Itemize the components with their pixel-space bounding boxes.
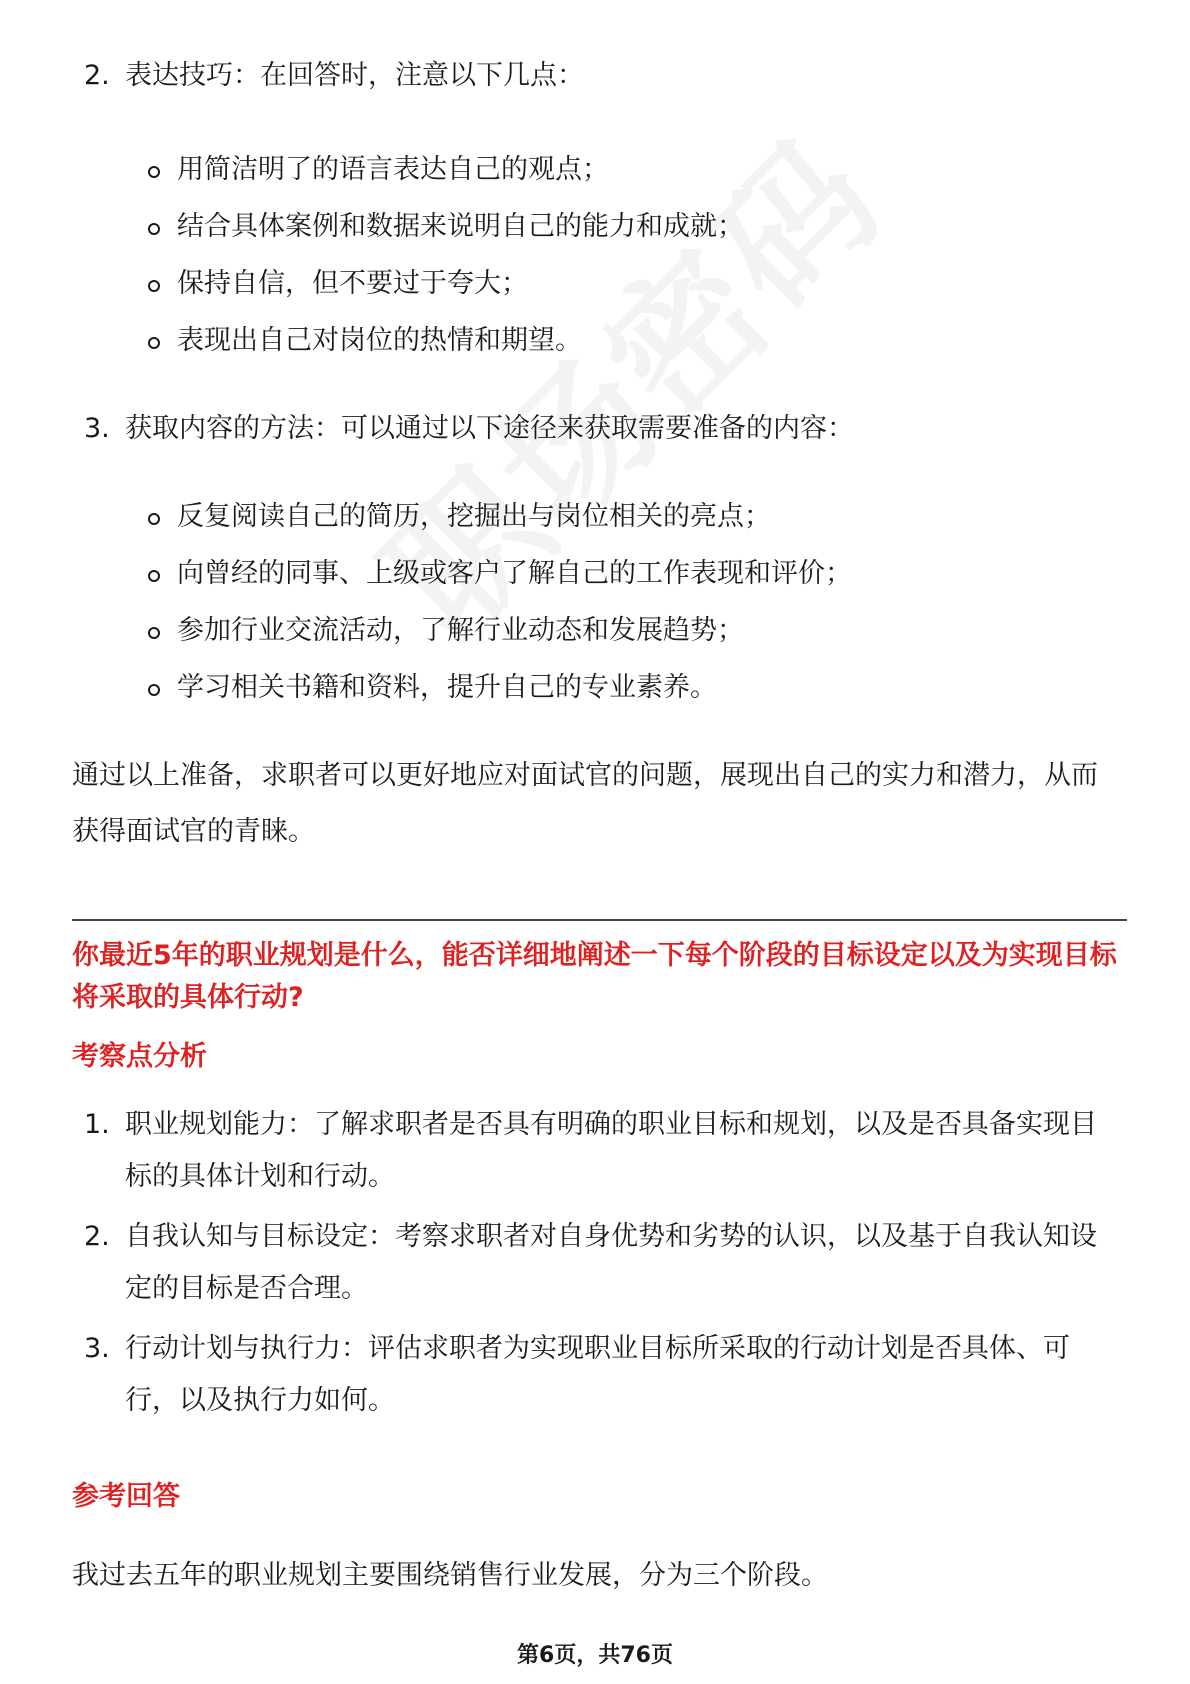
list-number: 1.	[84, 1109, 110, 1140]
bullet-text: 反复阅读自己的简历，挖掘出与岗位相关的亮点；	[177, 501, 771, 532]
analysis-item	[84, 1099, 1115, 1203]
bullet-item	[148, 611, 744, 651]
list-item-expression-skills	[84, 50, 1115, 102]
bullet-text: 用简洁明了的语言表达自己的观点；	[177, 154, 609, 185]
bullet-text: 参加行业交流活动，了解行业动态和发展趋势；	[177, 615, 744, 646]
bullet-item	[148, 321, 582, 361]
interview-question: 你最近5年的职业规划是什么，能否详细地阐述一下每个阶段的目标设定以及为实现目标将采取的具体行动?	[72, 940, 1117, 1013]
bullet-text: 保持自信，但不要过于夸大；	[177, 268, 528, 299]
list-item-title: 表达技巧：在回答时，注意以下几点：	[125, 60, 584, 91]
bullet-item	[148, 150, 609, 190]
bullet-text: 向曾经的同事、上级或客户了解自己的工作表现和评价；	[177, 558, 852, 589]
analysis-item-text: 自我认知与目标设定：考察求职者对自身优势和劣势的认识，以及基于自我认知设定的目标是否合理。	[125, 1221, 1097, 1304]
page-number: 第6页，共76页	[517, 1643, 673, 1668]
bullet-text: 表现出自己对岗位的热情和期望。	[177, 325, 582, 356]
analysis-item	[84, 1323, 1115, 1427]
bullet-item	[148, 207, 744, 247]
analysis-item-text: 行动计划与执行力：评估求职者为实现职业目标所采取的行动计划是否具体、可行，以及执行力如何。	[125, 1333, 1070, 1416]
list-number: 2.	[84, 60, 110, 91]
analysis-item	[84, 1211, 1115, 1315]
list-item-content-methods	[84, 403, 1115, 455]
list-number: 3.	[84, 1333, 110, 1364]
bullet-item	[148, 497, 771, 537]
reference-answer-text: 我过去五年的职业规划主要围绕销售行业发展，分为三个阶段。	[72, 1560, 828, 1591]
bullet-item	[148, 668, 717, 708]
bullet-text: 结合具体案例和数据来说明自己的能力和成就；	[177, 211, 744, 242]
bullet-item	[148, 264, 528, 304]
list-number: 3.	[84, 413, 110, 444]
conclusion-paragraph: 通过以上准备，求职者可以更好地应对面试官的问题，展现出自己的实力和潜力，从而获得面试官的青睐。	[72, 760, 1098, 847]
analysis-item-text: 职业规划能力：了解求职者是否具有明确的职业目标和规划，以及是否具备实现目标的具体计划和行动。	[125, 1109, 1097, 1192]
list-item-title: 获取内容的方法：可以通过以下途径来获取需要准备的内容：	[125, 413, 854, 444]
list-number: 2.	[84, 1221, 110, 1252]
analysis-heading: 考察点分析	[72, 1041, 207, 1072]
reference-heading: 参考回答	[72, 1481, 180, 1512]
bullet-text: 学习相关书籍和资料，提升自己的专业素养。	[177, 672, 717, 703]
section-divider	[72, 919, 1127, 921]
bullet-item	[148, 554, 852, 594]
